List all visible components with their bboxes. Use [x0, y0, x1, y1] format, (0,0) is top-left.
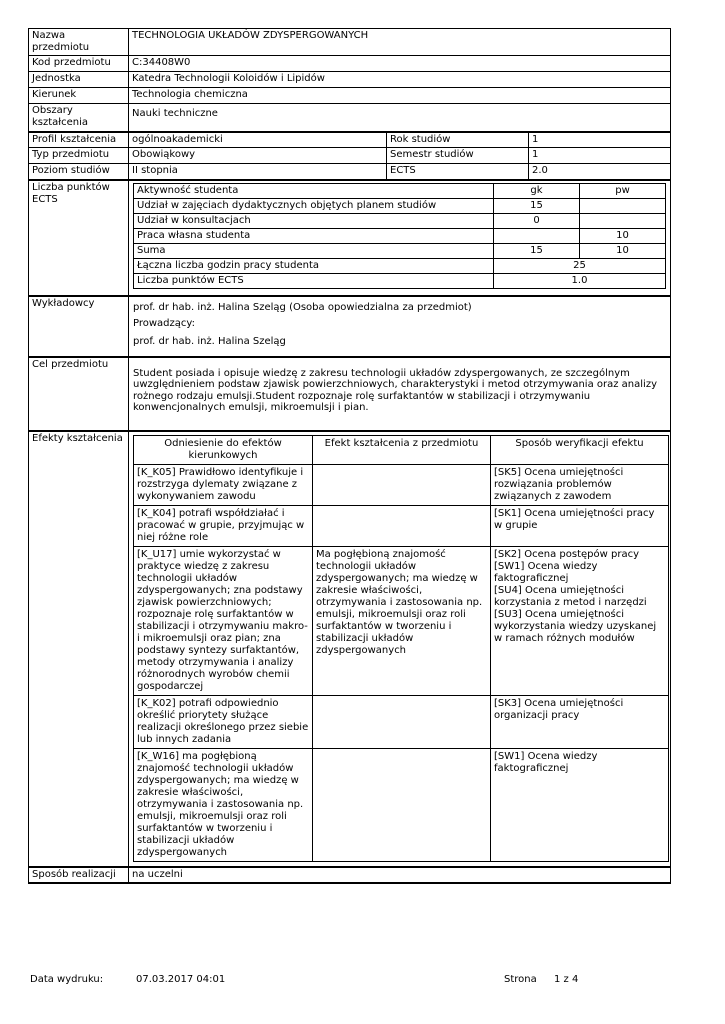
nazwa-label: Nazwa przedmiotu — [29, 29, 129, 56]
ects-item-pw — [580, 213, 666, 228]
ects-label: ECTS — [387, 164, 529, 180]
print-date-value: 07.03.2017 04:01 — [136, 974, 226, 985]
efekt-ref: [K_U17] umie wykorzystać w praktyce wiedzę z zakresu technologii układów zdyspergowanych; zna podstawy zjawisk powierzchniowych; rozpoznaje rolę surfaktantów w stabilizacji i otrzymywaniu makro- i mikroemulsji oraz pian; zna podstawy syntezy surfaktantów, metody otrzymywania i analizy różnorodnych wyrobów chemii gospodarczej — [134, 546, 313, 695]
ects-total-hours-name: Łączna liczba godzin pracy studenta — [134, 258, 494, 273]
efekt-ref: [K_K04] potrafi współdziałać i pracować w grupie, przyjmując w niej różne role — [134, 505, 313, 546]
efekty-table — [133, 435, 669, 862]
ects-item-gk: 0 — [494, 213, 580, 228]
ects-item-name: Suma — [134, 243, 494, 258]
efekty-header-sposob: Sposób weryfikacji efektu — [491, 435, 669, 464]
efekt-description — [313, 748, 491, 861]
kierunek-value: Technologia chemiczna — [129, 88, 671, 104]
ects-header-pw: pw — [580, 183, 666, 198]
course-card-table — [28, 28, 671, 884]
ects-item-gk: 15 — [494, 198, 580, 213]
efekt-verification: [SK2] Ocena postępów pracy [SW1] Ocena wiedzy faktograficznej [SU4] Ocena umiejętności korzystania z metod i narzędzi [SU3] Ocena umiejętności wykorzystania wiedzy uzyskanej w ramach różnych modułów — [491, 546, 669, 695]
efekt-description: Ma pogłębioną znajomość technologii układów zdyspergowanych; ma wiedzę w zakresie właściwości, otrzymywania i zastosowania np. emulsji, mikroemulsji oraz roli surfaktantów w tworzeniu i stabilizacji układów zdyspergowanych — [313, 546, 491, 695]
ects-total-points-name: Liczba punktów ECTS — [134, 273, 494, 288]
print-date-label: Data wydruku: — [30, 974, 104, 985]
profil-label: Profil kształcenia — [29, 132, 129, 148]
efekt-verification: [SK1] Ocena umiejętności pracy w grupie — [491, 505, 669, 546]
ects-table — [133, 183, 666, 289]
ects-item-name: Praca własna studenta — [134, 228, 494, 243]
efekt-ref: [K_K02] potrafi odpowiednio określić priorytety służące realizacji określonego przez siebie lub innych zadania — [134, 695, 313, 748]
efekt-description — [313, 464, 491, 505]
ects-item-gk — [494, 228, 580, 243]
profil-value: ogólnoakademicki — [129, 132, 387, 148]
jednostka-value: Katedra Technologii Koloidów i Lipidów — [129, 72, 671, 88]
obszary-label: Obszary kształcenia — [29, 104, 129, 132]
ects-value: 2.0 — [529, 164, 671, 180]
ects-item-pw: 10 — [580, 243, 666, 258]
page-label: Strona — [504, 974, 537, 985]
prowadzacy-label: Prowadzący: — [133, 317, 195, 329]
kierunek-label: Kierunek — [29, 88, 129, 104]
semestr-value: 1 — [529, 148, 671, 164]
jednostka-label: Jednostka — [29, 72, 129, 88]
efekt-ref: [K_K05] Prawidłowo identyfikuje i rozstrzyga dylematy związane z wykonywaniem zawodu — [134, 464, 313, 505]
page-number: 1 z 4 — [554, 974, 579, 985]
ects-item-name: Udział w konsultacjach — [134, 213, 494, 228]
cel-label: Cel przedmiotu — [29, 357, 129, 431]
wykladowca-responsible: prof. dr hab. inż. Halina Szeląg (Osoba opowiedzialna za przedmiot) — [133, 301, 472, 313]
prowadzacy-name: prof. dr hab. inż. Halina Szeląg — [133, 335, 286, 347]
semestr-label: Semestr studiów — [387, 148, 529, 164]
ects-header-activity: Aktywność studenta — [134, 183, 494, 198]
poziom-label: Poziom studiów — [29, 164, 129, 180]
kod-label: Kod przedmiotu — [29, 56, 129, 72]
cel-text: Student posiada i opisuje wiedzę z zakresu technologii układów zdyspergowanych, ze szczególnym uwzględnieniem podstaw zjawisk powierzchniowych, charakterystyki i metod otrzymywania oraz analizy rożnego rodzaju emulsji.Student rozpoznaje rolę surfaktantów w stabilizacji i otrzymywaniu konwencjonalnych emulsji, mikroemulsji i pian. — [129, 357, 671, 431]
efekty-label: Efekty kształcenia — [29, 431, 129, 867]
ects-item-name: Udział w zajęciach dydaktycznych objętych planem studiów — [134, 198, 494, 213]
efekty-header-efekt: Efekt kształcenia z przedmiotu — [313, 435, 491, 464]
nazwa-value: TECHNOLOGIA UKŁADÓW ZDYSPERGOWANYCH — [129, 29, 671, 56]
ects-item-gk: 15 — [494, 243, 580, 258]
sposob-realizacji-label: Sposób realizacji — [29, 867, 129, 883]
poziom-value: II stopnia — [129, 164, 387, 180]
sposob-realizacji-value: na uczelni — [129, 867, 671, 883]
efekt-description — [313, 695, 491, 748]
efekty-header-ref: Odniesienie do efektów kierunkowych — [134, 435, 313, 464]
rok-label: Rok studiów — [387, 132, 529, 148]
ects-total-points-value: 1.0 — [494, 273, 666, 288]
efekt-verification: [SK3] Ocena umiejętności organizacji pracy — [491, 695, 669, 748]
ects-item-pw — [580, 198, 666, 213]
ects-section-label: Liczba punktów ECTS — [29, 180, 129, 296]
ects-total-hours-value: 25 — [494, 258, 666, 273]
efekt-verification: [SK5] Ocena umiejętności rozwiązania problemów związanych z zawodem — [491, 464, 669, 505]
wykladowcy-label: Wykładowcy — [29, 296, 129, 357]
obszary-value: Nauki techniczne — [129, 104, 671, 132]
efekt-verification: [SW1] Ocena wiedzy faktograficznej — [491, 748, 669, 861]
typ-value: Obowiąkowy — [129, 148, 387, 164]
rok-value: 1 — [529, 132, 671, 148]
typ-label: Typ przedmiotu — [29, 148, 129, 164]
ects-header-gk: gk — [494, 183, 580, 198]
kod-value: C:34408W0 — [129, 56, 671, 72]
efekt-ref: [K_W16] ma pogłębioną znajomość technologii układów zdyspergowanych; ma wiedzę w zakresie właściwości, otrzymywania i zastosowania np. emulsji, mikroemulsji oraz roli surfaktantów w tworzeniu i stabilizacji układów zdyspergowanych — [134, 748, 313, 861]
ects-item-pw: 10 — [580, 228, 666, 243]
efekt-description — [313, 505, 491, 546]
